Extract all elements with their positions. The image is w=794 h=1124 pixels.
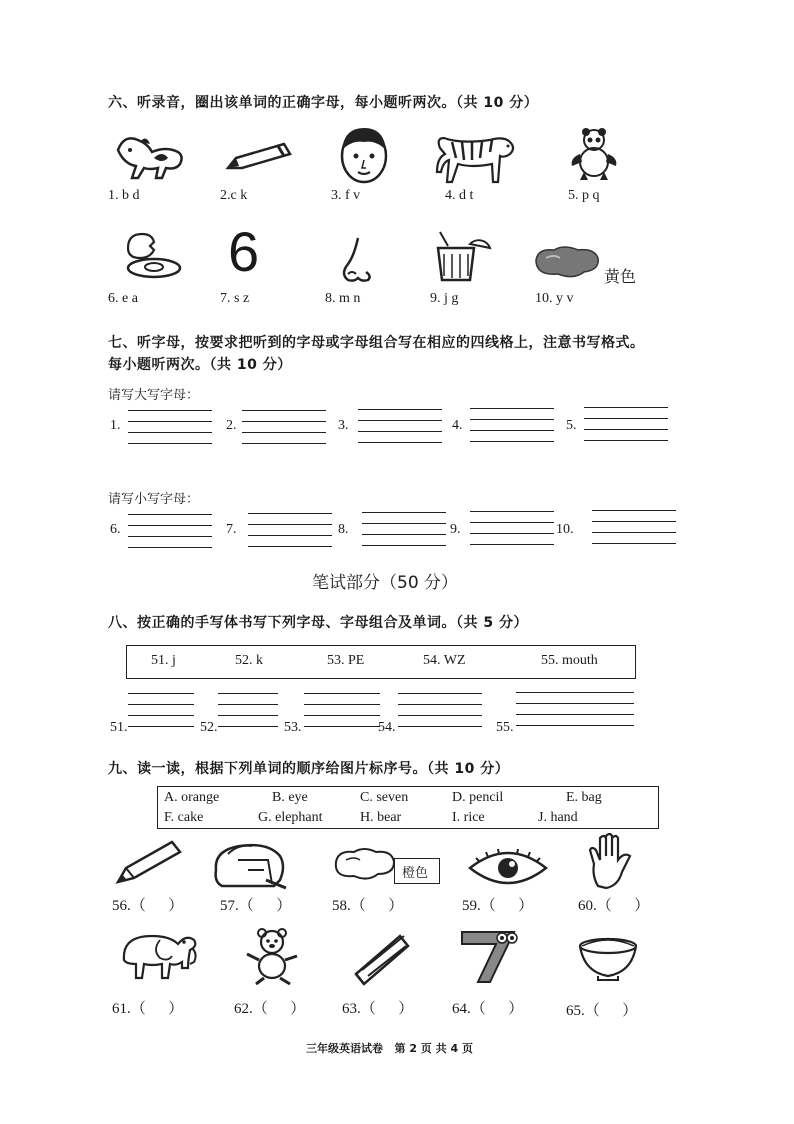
nose-icon — [336, 234, 376, 284]
cake-icon — [352, 930, 412, 986]
four-line-grid-3[interactable] — [358, 409, 442, 443]
copy-grid-52[interactable] — [218, 693, 278, 727]
page-footer: 三年级英语试卷 第 2 页 共 4 页 — [306, 1042, 473, 1055]
hand-icon — [588, 832, 640, 890]
eye-icon — [466, 848, 550, 888]
box-item-51: 51. j — [151, 653, 176, 668]
lower-num-6: 6. — [110, 522, 121, 537]
lower-num-8: 8. — [338, 522, 349, 537]
paint-splash-yellow-icon — [530, 244, 602, 280]
orange-color-label — [394, 858, 440, 884]
word-e: E. bag — [566, 790, 602, 805]
four-line-grid-2[interactable] — [242, 410, 326, 444]
item-7-label: 7. s z — [220, 291, 250, 306]
copy-grid-55[interactable] — [516, 692, 634, 726]
four-line-grid-4[interactable] — [470, 408, 554, 442]
four-line-grid-1[interactable] — [128, 410, 212, 444]
item-5-label: 5. p q — [568, 188, 600, 203]
box-item-55: 55. mouth — [541, 653, 598, 668]
copy-items-box — [126, 645, 636, 679]
copy-grid-53[interactable] — [304, 693, 380, 727]
panda-icon — [566, 126, 618, 182]
upper-num-2: 2. — [226, 418, 237, 433]
paint-splash-orange-icon — [330, 846, 400, 882]
four-line-grid-9[interactable] — [470, 511, 554, 545]
uppercase-label: 请写大写字母： — [108, 388, 200, 403]
egg-icon — [114, 230, 184, 280]
word-i: I. rice — [452, 810, 485, 825]
upper-num-5: 5. — [566, 418, 577, 433]
section-9-heading: 九、读一读，根据下列单词的顺序给图片标序号。（共 10 分） — [108, 761, 510, 777]
written-part-title: 笔试部分（50 分） — [312, 573, 459, 593]
answer-64[interactable]: 64.（ ） — [452, 1001, 524, 1017]
yellow-label: 黄色 — [604, 267, 637, 286]
box-item-52: 52. k — [235, 653, 263, 668]
answer-60[interactable]: 60.（ ） — [578, 898, 650, 914]
answer-59[interactable]: 59.（ ） — [462, 898, 534, 914]
four-line-grid-6[interactable] — [128, 514, 212, 548]
word-c: C. seven — [360, 790, 409, 805]
copy-grid-51[interactable] — [128, 693, 194, 727]
crayon-icon — [222, 140, 296, 174]
bear-icon — [242, 926, 304, 986]
word-h: H. bear — [360, 810, 402, 825]
answer-61[interactable]: 61.（ ） — [112, 1001, 184, 1017]
item-1-label: 1. b d — [108, 188, 140, 203]
section-6-heading: 六、听录音，圈出该单词的正确字母，每小题听两次。（共 10 分） — [108, 95, 539, 111]
dog-icon — [110, 128, 186, 184]
item-9-label: 9. j g — [430, 291, 459, 306]
copy-num-54: 54. — [378, 720, 396, 735]
answer-63[interactable]: 63.（ ） — [342, 1001, 414, 1017]
lower-num-10: 10. — [556, 522, 574, 537]
word-a: A. orange — [164, 790, 220, 805]
lower-num-9: 9. — [450, 522, 461, 537]
section-8-heading: 八、按正确的手写体书写下列字母、字母组合及单词。（共 5 分） — [108, 615, 528, 631]
lowercase-label: 请写小写字母： — [108, 492, 200, 507]
copy-num-52: 52. — [200, 720, 218, 735]
answer-57[interactable]: 57.（ ） — [220, 898, 292, 914]
upper-num-3: 3. — [338, 418, 349, 433]
answer-62[interactable]: 62.（ ） — [234, 1001, 306, 1017]
box-item-53: 53. PE — [327, 653, 365, 668]
answer-65[interactable]: 65.（ ） — [566, 1003, 638, 1019]
face-icon — [334, 124, 394, 186]
word-f: F. cake — [164, 810, 204, 825]
bag-icon — [208, 840, 290, 890]
answer-56[interactable]: 56.（ ） — [112, 898, 184, 914]
item-4-label: 4. d t — [445, 188, 474, 203]
pencil-icon — [112, 838, 184, 886]
item-10-label: 10. y v — [535, 291, 574, 306]
item-3-label: 3. f v — [331, 188, 361, 203]
word-bank-box — [157, 786, 659, 829]
item-8-label: 8. m n — [325, 291, 361, 306]
section-7-heading-line1: 七、听字母，按要求把听到的字母或字母组合写在相应的四线格上，注意书写格式。 — [108, 335, 645, 351]
orange-label-text: 橙色 — [402, 865, 429, 880]
item-2-label: 2.c k — [220, 188, 248, 203]
four-line-grid-7[interactable] — [248, 513, 332, 547]
upper-num-1: 1. — [110, 418, 121, 433]
answer-58[interactable]: 58.（ ） — [332, 898, 404, 914]
section-7-heading-line2: 每小题听两次。（共 10 分） — [108, 357, 292, 373]
word-j: J. hand — [538, 810, 578, 825]
word-d: D. pencil — [452, 790, 504, 805]
item-6-label: 6. e a — [108, 291, 138, 306]
word-g: G. elephant — [258, 810, 323, 825]
copy-num-51: 51. — [110, 720, 128, 735]
lower-num-7: 7. — [226, 522, 237, 537]
copy-num-53: 53. — [284, 720, 302, 735]
rice-bowl-icon — [576, 932, 640, 984]
box-item-54: 54. WZ — [423, 653, 466, 668]
four-line-grid-5[interactable] — [584, 407, 668, 441]
copy-num-55: 55. — [496, 720, 514, 735]
number-seven-icon — [458, 928, 522, 986]
copy-grid-54[interactable] — [398, 693, 482, 727]
upper-num-4: 4. — [452, 418, 463, 433]
four-line-grid-8[interactable] — [362, 512, 446, 546]
elephant-icon — [116, 928, 200, 986]
juice-icon — [428, 228, 494, 284]
four-line-grid-10[interactable] — [592, 510, 676, 544]
word-b: B. eye — [272, 790, 308, 805]
tiger-icon — [430, 130, 520, 184]
number-six: 6 — [228, 220, 260, 283]
